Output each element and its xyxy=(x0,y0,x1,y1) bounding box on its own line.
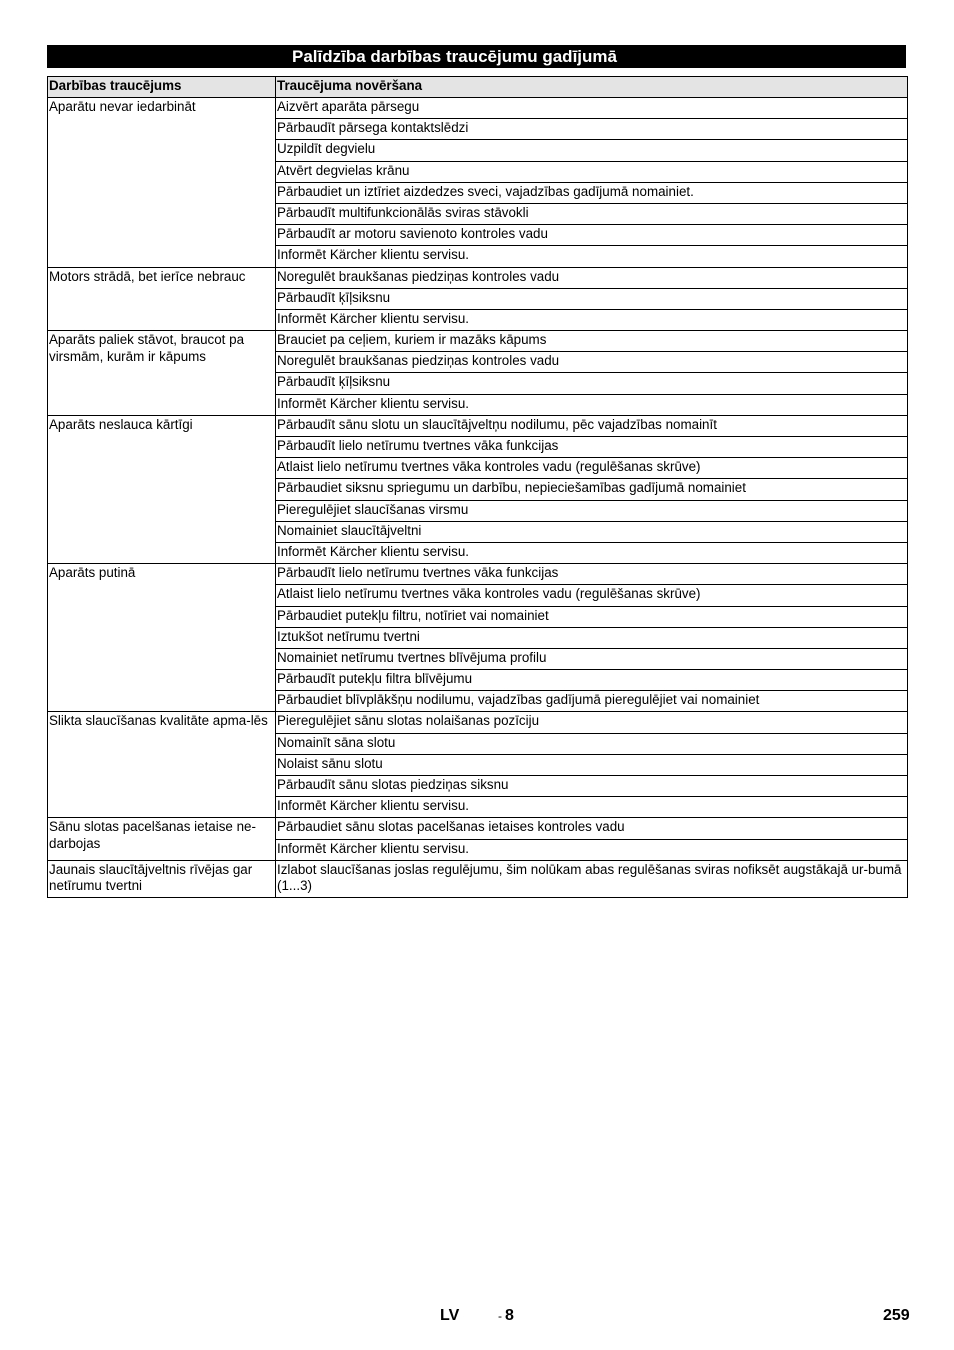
remedy-cell: Izlabot slaucīšanas joslas regulējumu, šim nolūkam abas regulēšanas sviras nofiksēt augstākajā ur-bumā (1...3) xyxy=(276,860,908,897)
remedy-cell: Informēt Kärcher klientu servisu. xyxy=(276,839,908,860)
troubleshooting-table xyxy=(47,76,908,898)
remedy-cell: Informēt Kärcher klientu servisu. xyxy=(276,797,908,818)
remedy-cell: Uzpildīt degvielu xyxy=(276,140,908,161)
remedy-cell: Pārbaudīt pārsega kontaktslēdzi xyxy=(276,119,908,140)
remedy-cell: Atlaist lielo netīrumu tvertnes vāka kontroles vadu (regulēšanas skrūve) xyxy=(276,585,908,606)
table-header-row xyxy=(48,77,908,98)
footer-section-page xyxy=(498,1306,514,1326)
remedy-cell: Atlaist lielo netīrumu tvertnes vāka kontroles vadu (regulēšanas skrūve) xyxy=(276,458,908,479)
remedy-cell: Informēt Kärcher klientu servisu. xyxy=(276,309,908,330)
fault-cell: Jaunais slaucītājveltnis rīvējas gar netīrumu tvertni xyxy=(48,860,276,897)
remedy-cell: Pārbaudiet un iztīriet aizdedzes sveci, vajadzības gadījumā nomainiet. xyxy=(276,182,908,203)
remedy-cell: Pārbaudīt sānu slotas piedziņas siksnu xyxy=(276,776,908,797)
remedy-cell: Pārbaudīt ķīļsiksnu xyxy=(276,288,908,309)
table-row xyxy=(48,860,908,897)
fault-cell: Aparāts paliek stāvot, braucot pa virsmām, kurām ir kāpums xyxy=(48,331,276,416)
remedy-cell: Pārbaudīt ar motoru savienoto kontroles vadu xyxy=(276,225,908,246)
remedy-cell: Pieregulējiet slaucīšanas virsmu xyxy=(276,500,908,521)
remedy-cell: Pārbaudīt lielo netīrumu tvertnes vāka funkcijas xyxy=(276,564,908,585)
table-row xyxy=(48,267,908,288)
table-row xyxy=(48,818,908,839)
remedy-cell: Pārbaudiet putekļu filtru, notīriet vai nomainiet xyxy=(276,606,908,627)
remedy-cell: Pārbaudīt sānu slotu un slaucītājveltņu nodilumu, pēc vajadzības nomainīt xyxy=(276,415,908,436)
remedy-cell: Pārbaudīt ķīļsiksnu xyxy=(276,373,908,394)
remedy-cell: Informēt Kärcher klientu servisu. xyxy=(276,542,908,563)
remedy-cell: Pārbaudīt putekļu filtra blīvējumu xyxy=(276,670,908,691)
remedy-cell: Informēt Kärcher klientu servisu. xyxy=(276,394,908,415)
remedy-cell: Noregulēt braukšanas piedziņas kontroles vadu xyxy=(276,352,908,373)
remedy-cell: Aizvērt aparāta pārsegu xyxy=(276,98,908,119)
table-row xyxy=(48,98,908,119)
remedy-cell: Iztukšot netīrumu tvertni xyxy=(276,627,908,648)
remedy-cell: Pārbaudīt lielo netīrumu tvertnes vāka funkcijas xyxy=(276,437,908,458)
column-header-remedy: Traucējuma novēršana xyxy=(276,77,908,98)
table-row xyxy=(48,712,908,733)
table-row xyxy=(48,564,908,585)
fault-cell: Motors strādā, bet ierīce nebrauc xyxy=(48,267,276,331)
fault-cell: Aparāts putinā xyxy=(48,564,276,712)
remedy-cell: Nomainīt sāna slotu xyxy=(276,733,908,754)
remedy-cell: Noregulēt braukšanas piedziņas kontroles vadu xyxy=(276,267,908,288)
remedy-cell: Pārbaudiet siksnu spriegumu un darbību, nepieciešamības gadījumā nomainiet xyxy=(276,479,908,500)
remedy-cell: Nolaist sānu slotu xyxy=(276,754,908,775)
remedy-cell: Pārbaudiet sānu slotas pacelšanas ietaises kontroles vadu xyxy=(276,818,908,839)
footer-section-number: 8 xyxy=(505,1307,514,1324)
remedy-cell: Nomainiet netīrumu tvertnes blīvējuma profilu xyxy=(276,648,908,669)
fault-cell: Aparāts neslauca kārtīgi xyxy=(48,415,276,563)
remedy-cell: Brauciet pa ceļiem, kuriem ir mazāks kāpums xyxy=(276,331,908,352)
remedy-cell: Pārbaudīt multifunkcionālās sviras stāvokli xyxy=(276,203,908,224)
footer-dash: - xyxy=(498,1309,502,1323)
remedy-cell: Nomainiet slaucītājveltni xyxy=(276,521,908,542)
fault-cell: Slikta slaucīšanas kvalitāte apma-lēs xyxy=(48,712,276,818)
remedy-cell: Pieregulējiet sānu slotas nolaišanas pozīciju xyxy=(276,712,908,733)
table-row xyxy=(48,331,908,352)
page-title: Palīdzība darbības traucējumu gadījumā xyxy=(47,45,906,68)
remedy-cell: Pārbaudiet blīvplākšņu nodilumu, vajadzības gadījumā pieregulējiet vai nomainiet xyxy=(276,691,908,712)
table-row xyxy=(48,415,908,436)
fault-cell: Sānu slotas pacelšanas ietaise ne-darbojas xyxy=(48,818,276,860)
remedy-cell: Atvērt degvielas krānu xyxy=(276,161,908,182)
column-header-fault: Darbības traucējums xyxy=(48,77,276,98)
table-body xyxy=(48,98,908,898)
remedy-cell: Informēt Kärcher klientu servisu. xyxy=(276,246,908,267)
fault-cell: Aparātu nevar iedarbināt xyxy=(48,98,276,268)
footer-page-number: 259 xyxy=(883,1307,910,1324)
footer-language: LV xyxy=(440,1307,460,1324)
